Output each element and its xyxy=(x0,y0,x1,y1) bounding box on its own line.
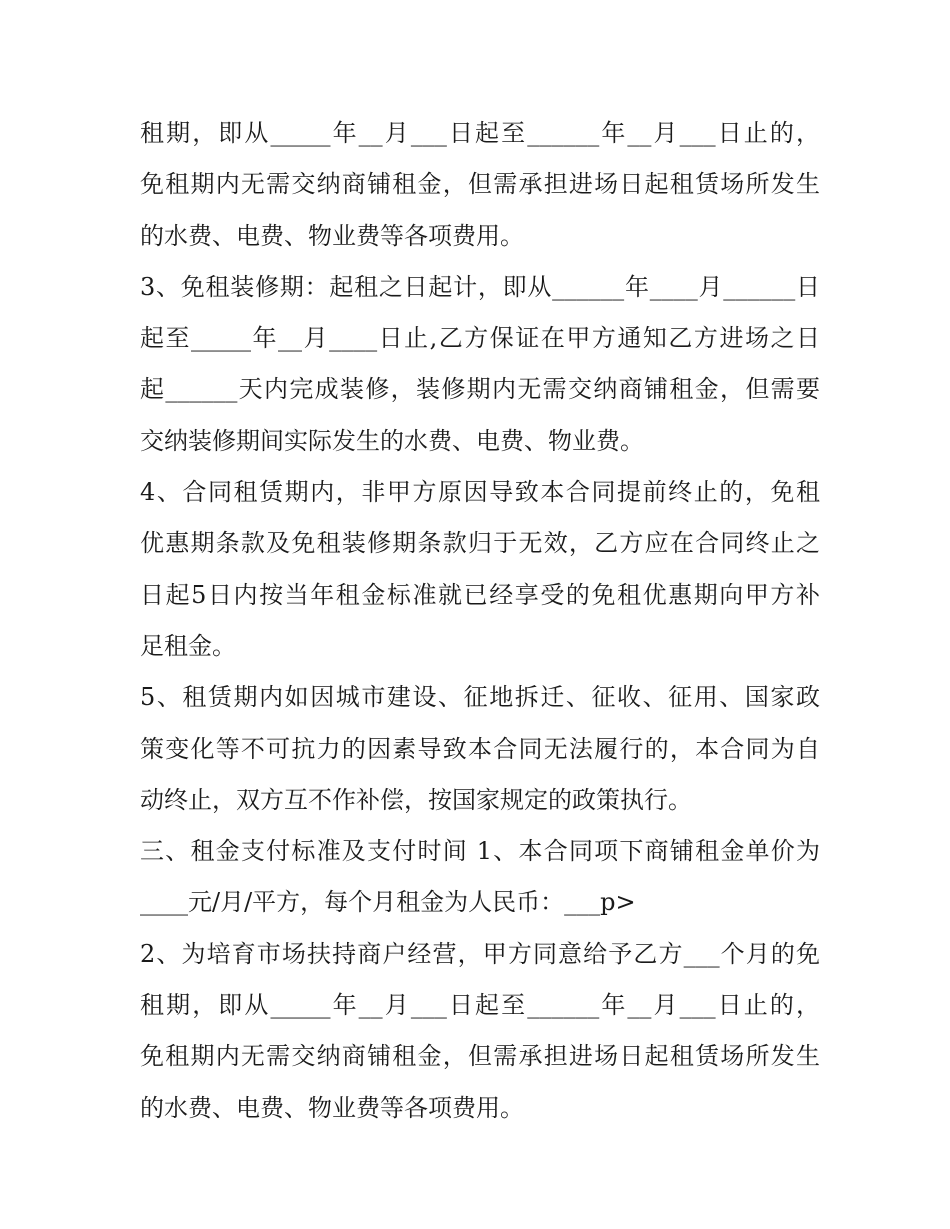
text-line: 动终止，双方互不作补偿，按国家规定的政策执行。 xyxy=(140,785,692,814)
text-line: 策变化等不可抗力的因素导致本合同无法履行的，本合同为自 xyxy=(140,734,820,763)
text-line: 租期，即从_____年__月___日起至______年__月___日止的， xyxy=(140,991,820,1020)
text-line: 起至_____年__月____日止,乙方保证在甲方通知乙方进场之日 xyxy=(140,324,820,353)
text-line: 优惠期条款及免租装修期条款归于无效，乙方应在合同终止之 xyxy=(140,529,820,558)
text-line: 免租期内无需交纳商铺租金，但需承担进场日起租赁场所发生 xyxy=(140,170,820,199)
text-line: 2、为培育市场扶持商户经营，甲方同意给予乙方___个月的免 xyxy=(140,939,820,968)
text-line: 交纳装修期间实际发生的水费、电费、物业费。 xyxy=(140,426,644,455)
text-line: 租期，即从_____年__月___日起至______年__月___日止的， xyxy=(140,119,820,147)
text-line: 4、合同租赁期内，非甲方原因导致本合同提前终止的，免租 xyxy=(140,478,820,507)
text-line: 起______天内完成装修，装修期内无需交纳商铺租金，但需要 xyxy=(140,375,820,404)
text-line: 5、租赁期内如因城市建设、征地拆迁、征收、征用、国家政 xyxy=(140,683,820,712)
document-body xyxy=(140,108,820,1134)
text-line: ____元/月/平方，每个月租金为人民币：___p> xyxy=(140,888,636,917)
text-line: 三、租金支付标准及支付时间 1、本合同项下商铺租金单价为 xyxy=(140,837,820,866)
text-line: 的水费、电费、物业费等各项费用。 xyxy=(140,1093,524,1122)
text-line: 免租期内无需交纳商铺租金，但需承担进场日起租赁场所发生 xyxy=(140,1042,820,1071)
text-line: 足租金。 xyxy=(140,631,236,660)
text-line: 3、免租装修期：起租之日起计，即从______年____月______日 xyxy=(140,272,820,301)
text-line: 日起5日内按当年租金标准就已经享受的免租优惠期向甲方补 xyxy=(140,580,820,609)
text-line: 的水费、电费、物业费等各项费用。 xyxy=(140,221,524,250)
